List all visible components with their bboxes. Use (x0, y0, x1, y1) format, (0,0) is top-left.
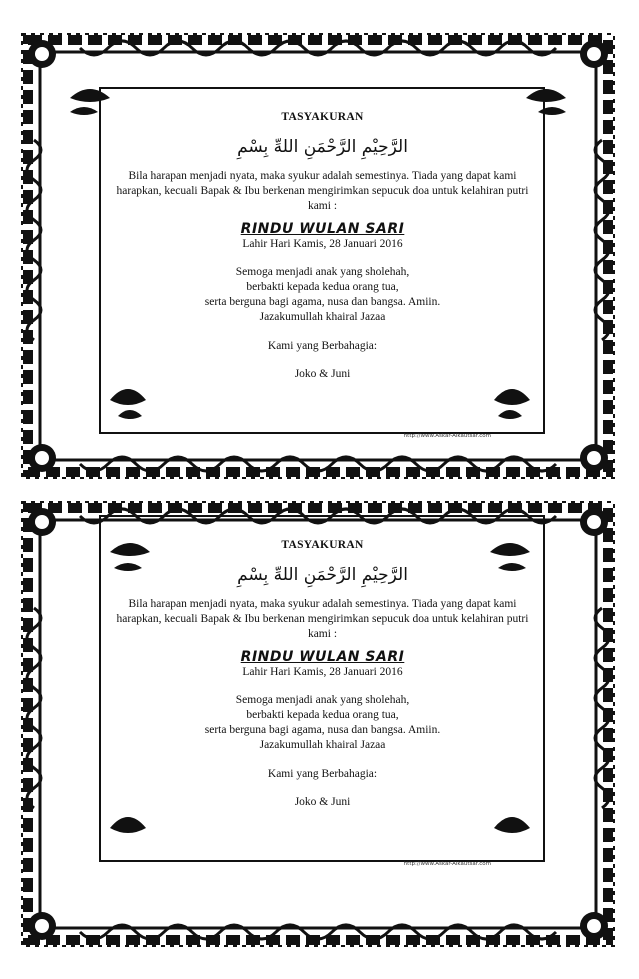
intro-line: Bila harapan menjadi nyata, maka syukur adalah semestinya. Tiada yang dapat kami (128, 170, 517, 182)
invitation-content (105, 516, 540, 810)
intro-line: kami : (307, 628, 338, 640)
invitation-card-2 (0, 488, 639, 958)
prayer-line: berbakti kepada kedua orang tua, (246, 709, 399, 721)
closing-text: Kami yang Berbahagia: (267, 340, 378, 352)
invitation-title: TASYAKURAN (281, 111, 364, 123)
invitation-card-1 (0, 20, 639, 490)
prayer-line: serta berguna bagi agama, nusa dan bangsa. Amiin. (204, 296, 441, 308)
birth-info: Lahir Hari Kamis, 28 Januari 2016 (242, 238, 403, 250)
basmala-text: الرَّحِيْمِ الرَّحْمَنِ اللهِّ بِسْمِ (237, 565, 408, 585)
signature: Joko & Juni (294, 368, 351, 380)
invitation-content (105, 88, 540, 382)
birth-info: Lahir Hari Kamis, 28 Januari 2016 (242, 666, 403, 678)
intro-paragraph (105, 169, 540, 214)
prayer-line: serta berguna bagi agama, nusa dan bangsa. Amiin. (204, 724, 441, 736)
intro-line: kami : (307, 200, 338, 212)
prayer-block (105, 265, 540, 325)
baby-name: RINDU WULAN SARI (240, 649, 405, 665)
basmala-text: الرَّحِيْمِ الرَّحْمَنِ اللهِّ بِسْمِ (237, 137, 408, 157)
source-url: http://www.Askar-Alkautsar.com (403, 433, 491, 439)
prayer-line: Semoga menjadi anak yang sholehah, (235, 694, 410, 706)
source-url: http://www.Askar-Alkautsar.com (403, 861, 491, 867)
closing-text: Kami yang Berbahagia: (267, 768, 378, 780)
baby-name: RINDU WULAN SARI (240, 221, 405, 237)
signature: Joko & Juni (294, 796, 351, 808)
prayer-block (105, 693, 540, 753)
prayer-line: Jazakumullah khairal Jazaa (259, 311, 386, 323)
intro-line: Bila harapan menjadi nyata, maka syukur adalah semestinya. Tiada yang dapat kami (128, 598, 517, 610)
intro-line: harapkan, kecuali Bapak & Ibu berkenan mengirimkan sepucuk doa untuk kelahiran putri (116, 185, 529, 197)
prayer-line: berbakti kepada kedua orang tua, (246, 281, 399, 293)
prayer-line: Semoga menjadi anak yang sholehah, (235, 266, 410, 278)
intro-line: harapkan, kecuali Bapak & Ibu berkenan mengirimkan sepucuk doa untuk kelahiran putri (116, 613, 529, 625)
prayer-line: Jazakumullah khairal Jazaa (259, 739, 386, 751)
intro-paragraph (105, 597, 540, 642)
invitation-title: TASYAKURAN (281, 539, 364, 551)
